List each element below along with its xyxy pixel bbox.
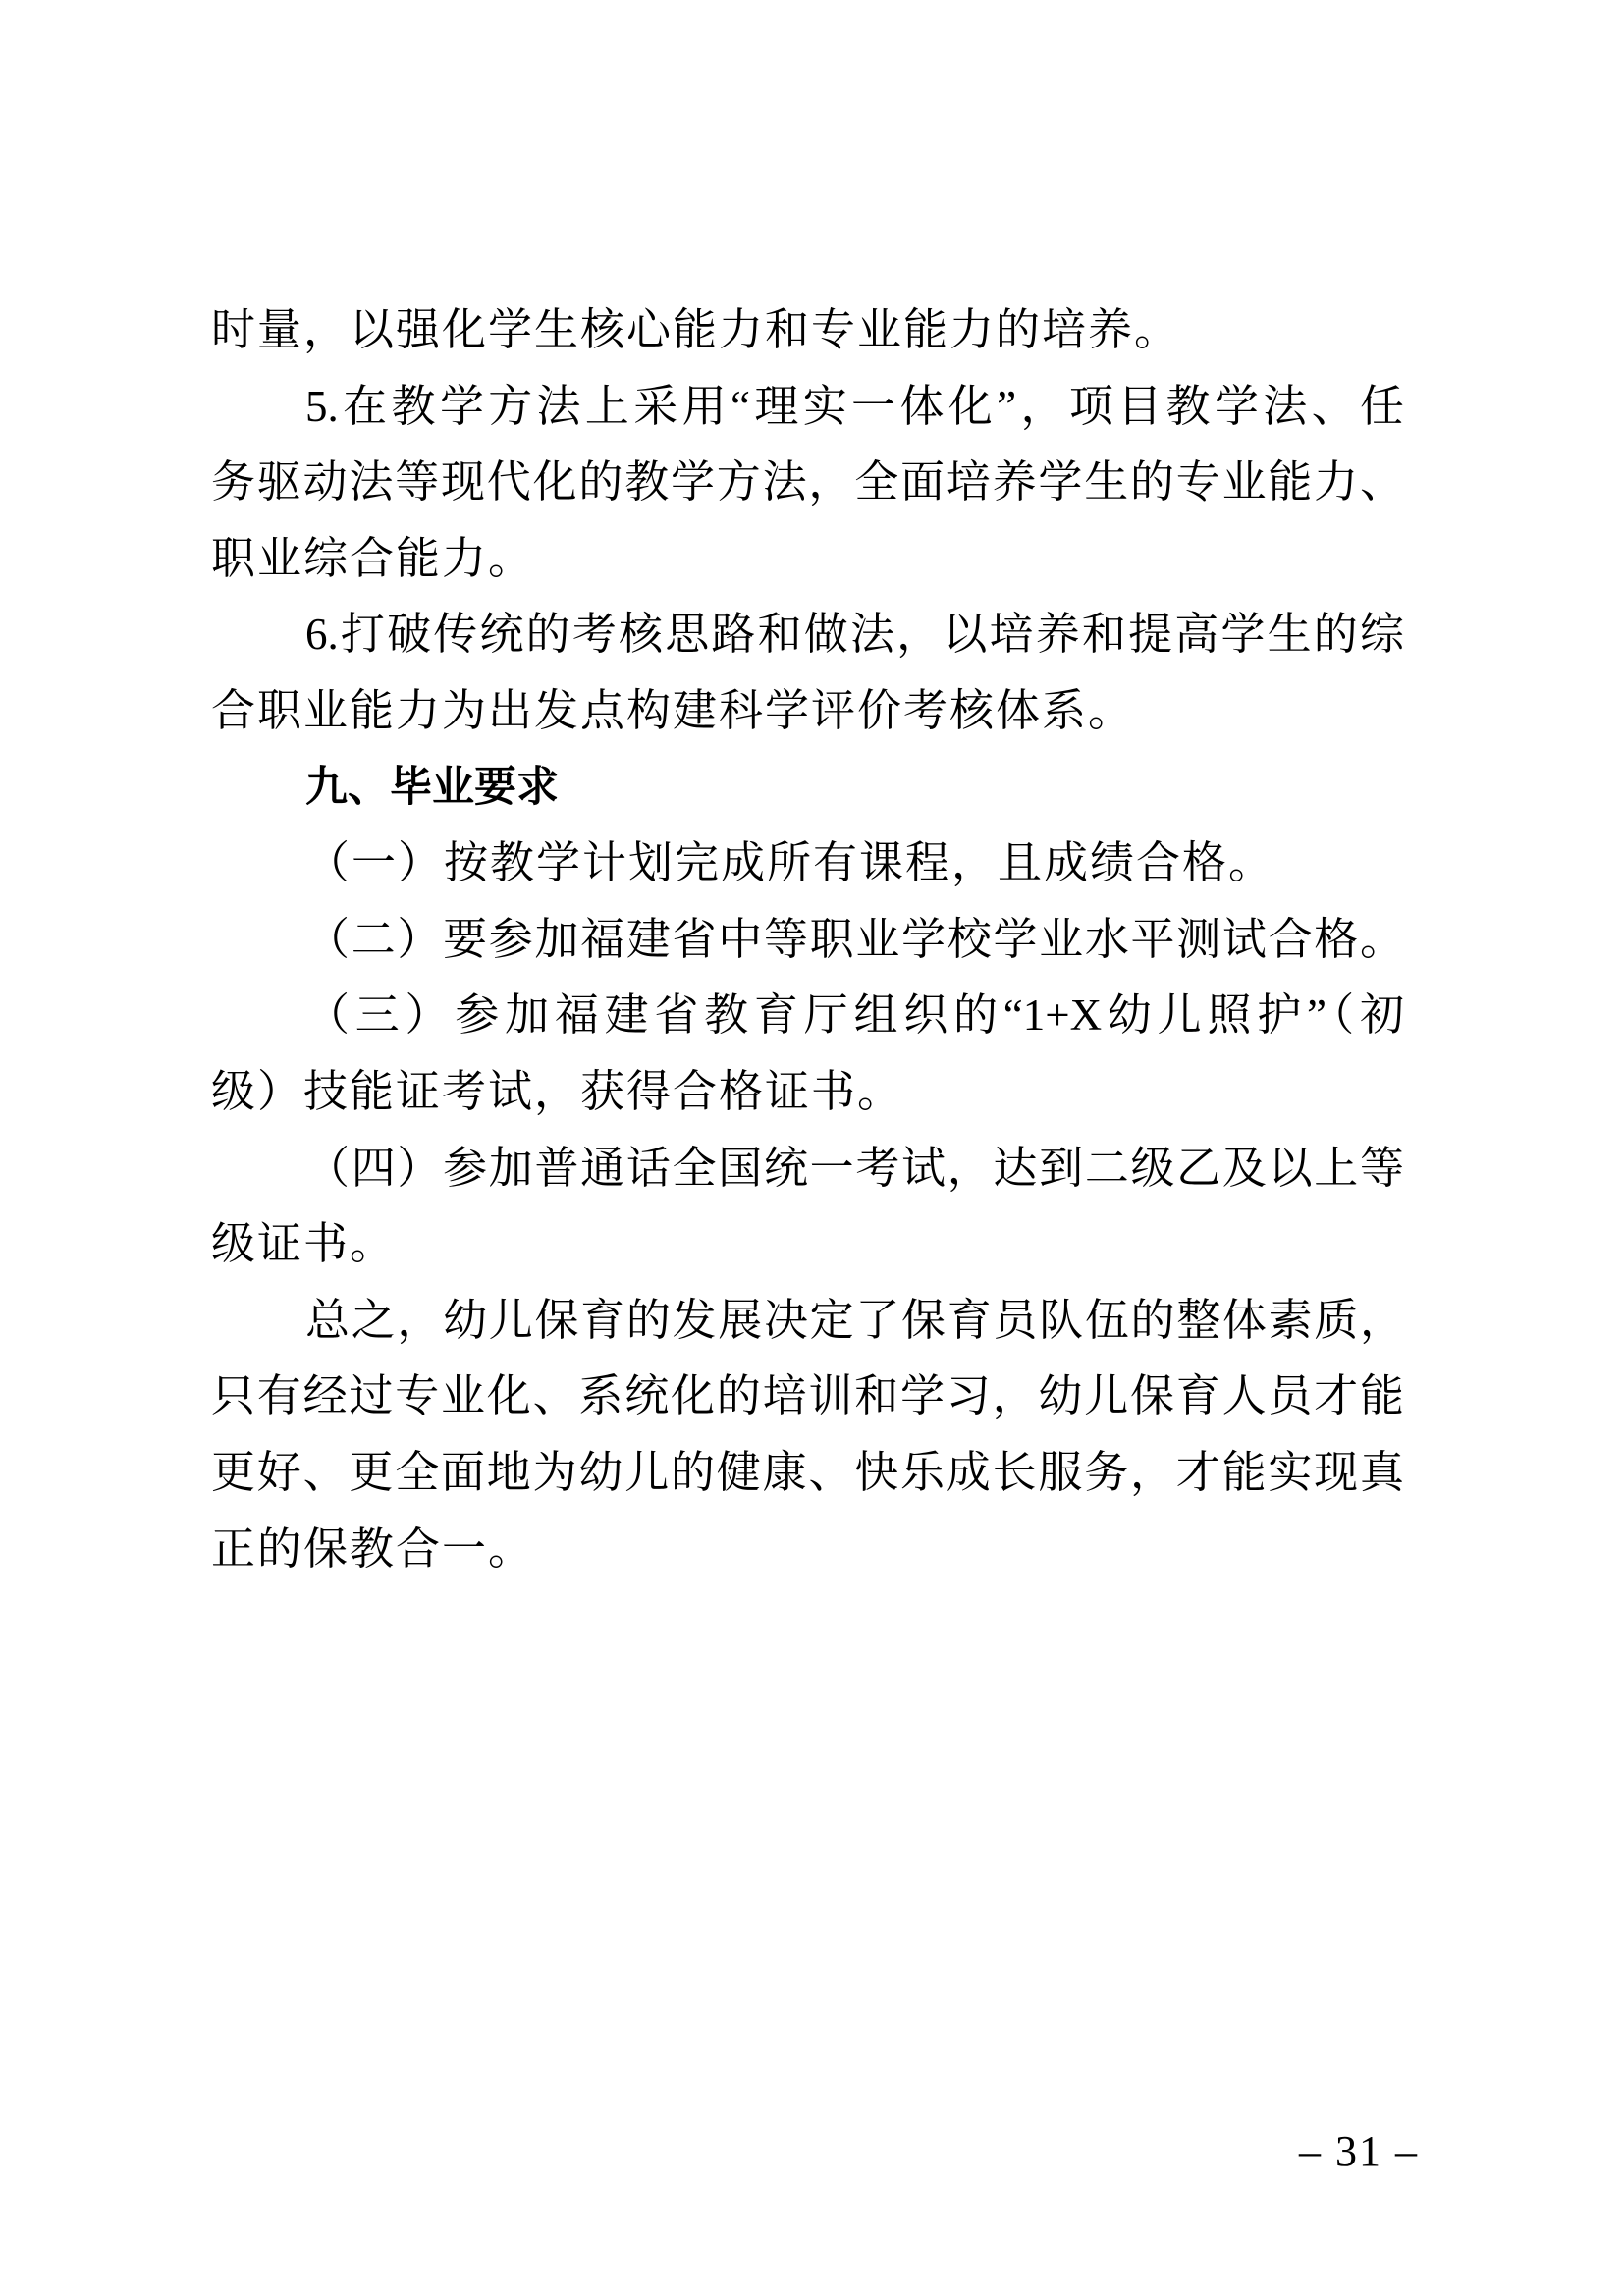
- paragraph-line: 更好、更全面地为幼儿的健康、快乐成长服务，才能实现真: [211, 1447, 1404, 1497]
- page-number: – 31 –: [1299, 2127, 1419, 2175]
- paragraph-line: 只有经过专业化、系统化的培训和学习，幼儿保育人员才能: [211, 1371, 1404, 1421]
- text-block: [211, 293, 1404, 1587]
- paragraph-line: 级）技能证考试，获得合格证书。: [211, 1066, 904, 1116]
- paragraph-line: （一）按教学计划完成所有课程，且成绩合格。: [305, 838, 1275, 888]
- paragraph-line: 合职业能力为出发点构建科学评价考核体系。: [211, 685, 1135, 735]
- paragraph-line: 职业综合能力。: [211, 533, 535, 583]
- paragraph-line: （二）要参加福建省中等职业学校学业水平测试合格。: [305, 914, 1404, 964]
- paragraph-line: 5.在教学方法上采用“理实一体化”，项目教学法、任: [305, 381, 1404, 431]
- paragraph-line: 正的保教合一。: [211, 1523, 535, 1574]
- section-heading: 九、毕业要求: [305, 763, 559, 811]
- paragraph-line: 6.打破传统的考核思路和做法，以培养和提高学生的综: [305, 610, 1404, 660]
- paragraph-line: 级证书。: [211, 1219, 397, 1269]
- paragraph-line: （三）参加福建省教育厅组织的“1+X幼儿照护”（初: [305, 990, 1404, 1041]
- paragraph-line: 总之，幼儿保育的发展决定了保育员队伍的整体素质，: [305, 1295, 1404, 1345]
- paragraph-line: 务驱动法等现代化的教学方法，全面培养学生的专业能力、: [211, 457, 1404, 507]
- paragraph-line: 时量，以强化学生核心能力和专业能力的培养。: [211, 305, 1181, 354]
- paragraph-line: （四）参加普通话全国统一考试，达到二级乙及以上等: [305, 1143, 1404, 1193]
